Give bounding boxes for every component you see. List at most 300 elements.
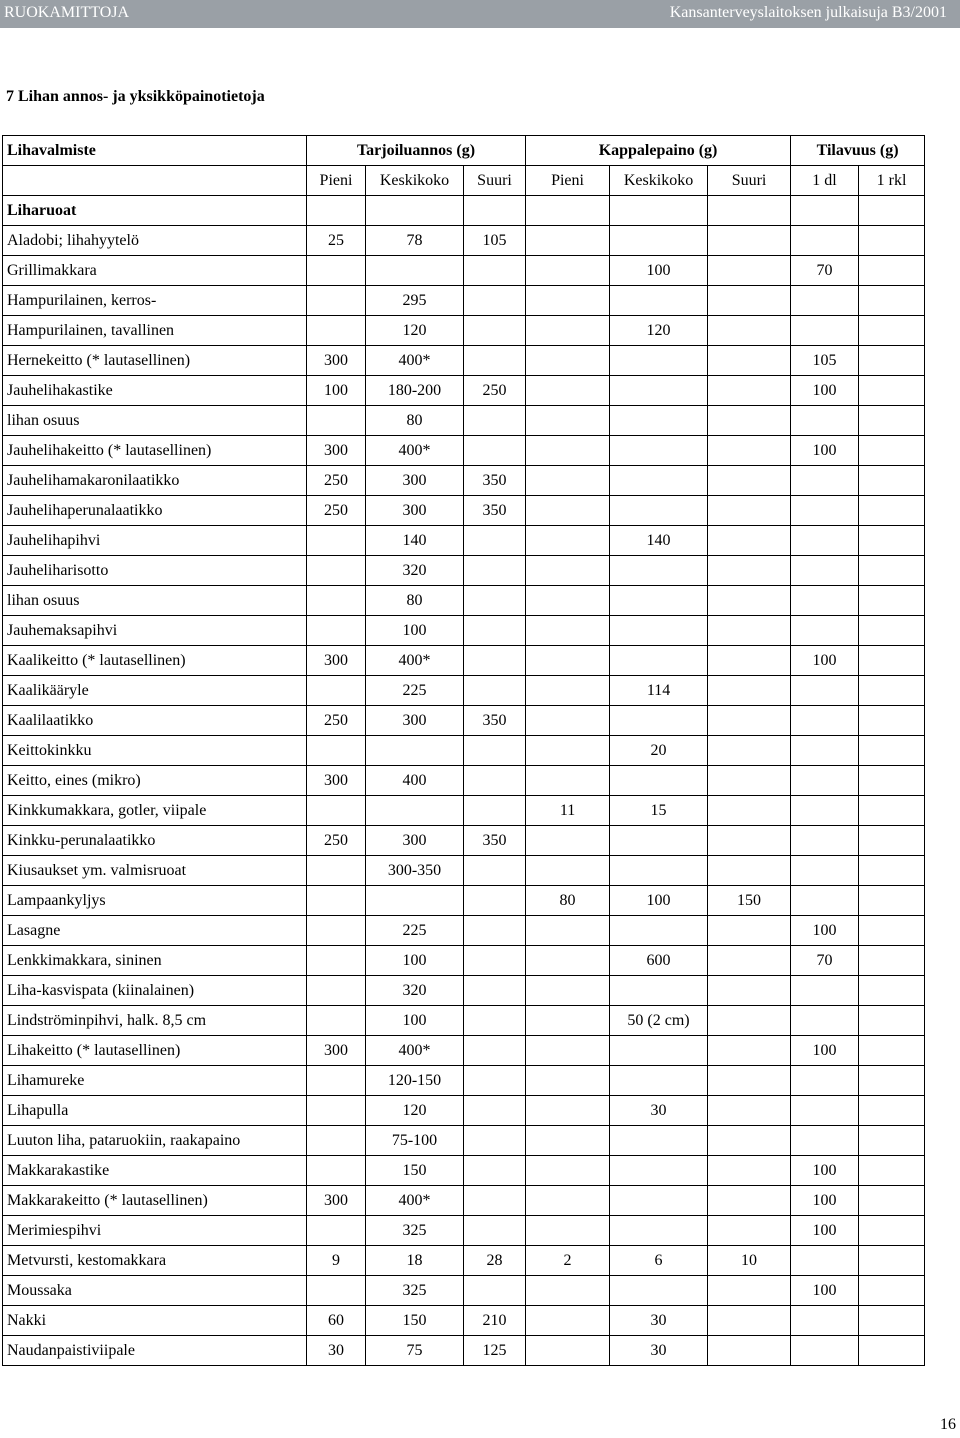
table-cell (791, 1126, 859, 1156)
row-name: Lihamureke (3, 1066, 307, 1096)
table-cell: 300 (307, 1186, 366, 1216)
table-cell (859, 1066, 925, 1096)
table-row (3, 1066, 925, 1096)
row-name: Kaalilaatikko (3, 706, 307, 736)
table-cell (859, 976, 925, 1006)
table-cell (708, 496, 791, 526)
table-cell (791, 316, 859, 346)
column-header-volume: Tilavuus (g) (791, 136, 925, 166)
table-cell (464, 736, 526, 766)
table-cell (610, 1156, 708, 1186)
table-cell (526, 346, 610, 376)
table-cell: 300 (307, 1036, 366, 1066)
table-cell (859, 286, 925, 316)
table-cell (791, 826, 859, 856)
table-cell (464, 886, 526, 916)
table-cell (526, 256, 610, 286)
row-name: Keittokinkku (3, 736, 307, 766)
table-cell: 350 (464, 466, 526, 496)
table-row (3, 886, 925, 916)
table-cell (859, 466, 925, 496)
table-cell (859, 406, 925, 436)
table-cell (859, 646, 925, 676)
table-cell (708, 1156, 791, 1186)
table-cell (307, 976, 366, 1006)
row-name: Hernekeitto (* lautasellinen) (3, 346, 307, 376)
table-row (3, 826, 925, 856)
table-cell: 250 (307, 706, 366, 736)
table-cell (708, 556, 791, 586)
table-row (3, 616, 925, 646)
table-cell (708, 256, 791, 286)
table-row (3, 916, 925, 946)
table-cell (859, 496, 925, 526)
table-cell: 300 (366, 826, 464, 856)
table-cell (610, 1216, 708, 1246)
table-cell: 350 (464, 706, 526, 736)
table-cell (464, 1066, 526, 1096)
table-cell: 80 (366, 406, 464, 436)
table-cell (859, 946, 925, 976)
table-cell (307, 256, 366, 286)
table-cell (526, 1126, 610, 1156)
table-cell (464, 676, 526, 706)
table-cell (526, 1156, 610, 1186)
table-cell (708, 916, 791, 946)
table-row (3, 766, 925, 796)
table-cell (307, 1156, 366, 1186)
table-cell: 100 (791, 1036, 859, 1066)
table-row (3, 346, 925, 376)
category-label: Liharuoat (3, 196, 307, 226)
table-cell (791, 886, 859, 916)
table-cell (366, 256, 464, 286)
table-cell: 325 (366, 1216, 464, 1246)
table-cell (307, 1006, 366, 1036)
table-cell: 150 (708, 886, 791, 916)
table-cell (708, 976, 791, 1006)
table-cell (464, 556, 526, 586)
table-cell (307, 1126, 366, 1156)
table-cell (859, 1096, 925, 1126)
table-cell (610, 406, 708, 436)
table-cell (464, 286, 526, 316)
table-cell: 100 (791, 916, 859, 946)
table-cell (464, 1186, 526, 1216)
table-cell (307, 286, 366, 316)
table-cell (859, 766, 925, 796)
row-name: Moussaka (3, 1276, 307, 1306)
table-cell (526, 226, 610, 256)
row-name: Lampaankyljys (3, 886, 307, 916)
table-cell (526, 406, 610, 436)
table-cell: 150 (366, 1306, 464, 1336)
row-name: Makkarakeitto (* lautasellinen) (3, 1186, 307, 1216)
table-cell (526, 1096, 610, 1126)
table-cell: 105 (791, 346, 859, 376)
table-cell: 30 (610, 1336, 708, 1366)
table-cell (464, 976, 526, 1006)
table-cell (526, 736, 610, 766)
table-cell: 80 (526, 886, 610, 916)
running-header (0, 0, 960, 28)
table-row (3, 256, 925, 286)
table-cell (791, 496, 859, 526)
table-cell: 600 (610, 946, 708, 976)
table-cell: 9 (307, 1246, 366, 1276)
table-cell (610, 856, 708, 886)
row-name: Lindströminpihvi, halk. 8,5 cm (3, 1006, 307, 1036)
table-row (3, 556, 925, 586)
table-cell (791, 196, 859, 226)
table-row (3, 1246, 925, 1276)
column-header-serving: Tarjoiluannos (g) (307, 136, 526, 166)
row-name: Jauheliharisotto (3, 556, 307, 586)
table-cell (791, 856, 859, 886)
sub-header-row (3, 166, 925, 196)
table-cell (526, 1216, 610, 1246)
table-cell: 100 (791, 376, 859, 406)
table-cell (708, 1096, 791, 1126)
table-cell (526, 376, 610, 406)
table-cell (307, 1216, 366, 1246)
row-name: Kinkku-perunalaatikko (3, 826, 307, 856)
row-name: Hampurilainen, kerros- (3, 286, 307, 316)
table-cell: 100 (791, 1276, 859, 1306)
table-cell (307, 616, 366, 646)
table-cell (610, 466, 708, 496)
table-cell (859, 1006, 925, 1036)
table-row (3, 1096, 925, 1126)
table-row (3, 1156, 925, 1186)
table-cell (464, 526, 526, 556)
table-cell (859, 616, 925, 646)
table-cell (859, 586, 925, 616)
column-header-name: Lihavalmiste (3, 136, 307, 166)
table-cell (464, 946, 526, 976)
page-number: 16 (940, 1416, 956, 1433)
table-cell (526, 1066, 610, 1096)
row-name: Makkarakastike (3, 1156, 307, 1186)
table-cell (610, 1066, 708, 1096)
table-cell (366, 196, 464, 226)
table-cell: 15 (610, 796, 708, 826)
row-name: Merimiespihvi (3, 1216, 307, 1246)
table-cell (526, 1336, 610, 1366)
table-cell (307, 856, 366, 886)
table-cell (791, 766, 859, 796)
table-cell (791, 706, 859, 736)
table-row (3, 1336, 925, 1366)
table-cell: 140 (610, 526, 708, 556)
table-cell (708, 526, 791, 556)
table-cell (610, 436, 708, 466)
table-cell (791, 1306, 859, 1336)
table-row (3, 526, 925, 556)
table-cell: 300 (366, 706, 464, 736)
table-cell (859, 1336, 925, 1366)
table-cell (307, 196, 366, 226)
table-cell (526, 1006, 610, 1036)
table-cell (610, 376, 708, 406)
table-cell: 100 (366, 616, 464, 646)
table-row (3, 226, 925, 256)
table-row (3, 646, 925, 676)
table-cell: 400* (366, 1186, 464, 1216)
table-cell (464, 1276, 526, 1306)
table-row (3, 496, 925, 526)
table-cell (464, 436, 526, 466)
table-cell (859, 1276, 925, 1306)
table-row (3, 1306, 925, 1336)
row-name: Lenkkimakkara, sininen (3, 946, 307, 976)
row-name: Grillimakkara (3, 256, 307, 286)
table-cell: 25 (307, 226, 366, 256)
table-cell (708, 346, 791, 376)
row-name: Keitto, eines (mikro) (3, 766, 307, 796)
table-cell: 60 (307, 1306, 366, 1336)
table-cell (610, 976, 708, 1006)
table-cell (307, 916, 366, 946)
table-cell (708, 436, 791, 466)
table-cell (708, 1006, 791, 1036)
table-cell: 150 (366, 1156, 464, 1186)
table-cell (464, 1126, 526, 1156)
table-cell (859, 1126, 925, 1156)
table-cell (464, 616, 526, 646)
table-cell (791, 286, 859, 316)
table-cell (610, 226, 708, 256)
row-name: Kinkkumakkara, gotler, viipale (3, 796, 307, 826)
table-cell (859, 1186, 925, 1216)
table-cell (859, 1246, 925, 1276)
header-title: RUOKAMITTOJA (4, 4, 130, 21)
table-cell: 295 (366, 286, 464, 316)
table-cell (859, 196, 925, 226)
table-cell (464, 1006, 526, 1036)
table-cell (307, 556, 366, 586)
table-cell (708, 406, 791, 436)
table-cell: 30 (307, 1336, 366, 1366)
table-cell (791, 1246, 859, 1276)
sub-header-empty (3, 166, 307, 196)
table-cell (859, 1156, 925, 1186)
table-row (3, 1126, 925, 1156)
table-cell (307, 1066, 366, 1096)
table-cell: 120 (366, 316, 464, 346)
table-cell: 125 (464, 1336, 526, 1366)
table-cell (464, 646, 526, 676)
table-cell (610, 586, 708, 616)
table-cell (307, 1096, 366, 1126)
table-row (3, 286, 925, 316)
table-cell: 300 (307, 766, 366, 796)
table-cell: 75 (366, 1336, 464, 1366)
table-cell (464, 196, 526, 226)
table-cell: 400 (366, 766, 464, 796)
sub-header-serving-small: Pieni (307, 166, 366, 196)
table-cell (526, 676, 610, 706)
table-cell (708, 1066, 791, 1096)
table-row (3, 376, 925, 406)
table-row (3, 586, 925, 616)
table-cell: 28 (464, 1246, 526, 1276)
table-cell: 320 (366, 556, 464, 586)
sub-header-volume-dl: 1 dl (791, 166, 859, 196)
table-cell (464, 1216, 526, 1246)
table-row (3, 1186, 925, 1216)
row-name: Lihapulla (3, 1096, 307, 1126)
table-cell: 70 (791, 256, 859, 286)
table-cell (526, 436, 610, 466)
table-cell (859, 736, 925, 766)
table-cell (708, 706, 791, 736)
table-cell (610, 1186, 708, 1216)
table-cell: 250 (464, 376, 526, 406)
table-cell (708, 586, 791, 616)
table-cell: 105 (464, 226, 526, 256)
table-cell: 225 (366, 676, 464, 706)
table-cell: 100 (610, 886, 708, 916)
table-cell: 300 (366, 496, 464, 526)
table-cell (526, 616, 610, 646)
table-cell (859, 706, 925, 736)
table-cell: 100 (366, 946, 464, 976)
table-cell (526, 196, 610, 226)
table-cell (610, 556, 708, 586)
table-cell (610, 826, 708, 856)
table-cell: 10 (708, 1246, 791, 1276)
table-cell: 70 (791, 946, 859, 976)
table-cell (708, 1036, 791, 1066)
table-row (3, 406, 925, 436)
table-cell (366, 736, 464, 766)
table-cell: 325 (366, 1276, 464, 1306)
row-name: Jauhelihakastike (3, 376, 307, 406)
table-cell: 100 (791, 646, 859, 676)
table-cell (526, 286, 610, 316)
table-cell (708, 1276, 791, 1306)
row-name: Aladobi; lihahyytelö (3, 226, 307, 256)
table-cell (859, 226, 925, 256)
table-cell (526, 526, 610, 556)
table-cell: 350 (464, 496, 526, 526)
row-name: Lasagne (3, 916, 307, 946)
table-cell (859, 1306, 925, 1336)
table-cell (708, 646, 791, 676)
row-name: Metvursti, kestomakkara (3, 1246, 307, 1276)
table-cell (464, 766, 526, 796)
table-cell (791, 736, 859, 766)
row-name: Liha-kasvispata (kiinalainen) (3, 976, 307, 1006)
row-name: Kiusaukset ym. valmisruoat (3, 856, 307, 886)
table-row (3, 676, 925, 706)
table-cell (708, 826, 791, 856)
table-cell (791, 796, 859, 826)
table-cell: 300 (307, 646, 366, 676)
table-cell (464, 586, 526, 616)
table-cell (791, 976, 859, 1006)
table-cell (464, 256, 526, 286)
table-cell (464, 316, 526, 346)
table-cell (708, 766, 791, 796)
table-cell: 11 (526, 796, 610, 826)
table-cell (708, 466, 791, 496)
table-cell (708, 1336, 791, 1366)
row-name: Naudanpaistiviipale (3, 1336, 307, 1366)
table-cell (526, 1036, 610, 1066)
sub-header-serving-medium: Keskikoko (366, 166, 464, 196)
table-cell: 250 (307, 826, 366, 856)
row-name: Jauhelihaperunalaatikko (3, 496, 307, 526)
table-cell (464, 1096, 526, 1126)
table-cell (526, 316, 610, 346)
table-cell (791, 1336, 859, 1366)
table-cell (859, 886, 925, 916)
table-cell (366, 886, 464, 916)
table-cell (610, 286, 708, 316)
table-cell (610, 766, 708, 796)
table-cell: 114 (610, 676, 708, 706)
table-row (3, 976, 925, 1006)
table-cell (708, 736, 791, 766)
table-cell (791, 526, 859, 556)
header-publication: Kansanterveyslaitoksen julkaisuja B3/2001 (669, 4, 947, 21)
row-name: lihan osuus (3, 406, 307, 436)
table-cell: 50 (2 cm) (610, 1006, 708, 1036)
table-row (3, 856, 925, 886)
table-cell (307, 796, 366, 826)
table-cell (526, 946, 610, 976)
table-row (3, 946, 925, 976)
table-cell (307, 946, 366, 976)
table-cell (610, 196, 708, 226)
table-cell (464, 346, 526, 376)
table-cell: 6 (610, 1246, 708, 1276)
table-cell (859, 526, 925, 556)
table-row (3, 1216, 925, 1246)
table-cell (791, 406, 859, 436)
table-cell (307, 886, 366, 916)
table-row (3, 316, 925, 346)
table-cell (307, 526, 366, 556)
row-name: Kaalikeitto (* lautasellinen) (3, 646, 307, 676)
table-cell (859, 856, 925, 886)
table-cell: 120 (366, 1096, 464, 1126)
sub-header-serving-large: Suuri (464, 166, 526, 196)
table-cell (526, 1276, 610, 1306)
table-cell (791, 586, 859, 616)
table-row (3, 1006, 925, 1036)
table-cell (464, 406, 526, 436)
table-cell (708, 376, 791, 406)
sub-header-piece-small: Pieni (526, 166, 610, 196)
table-cell: 300 (366, 466, 464, 496)
row-name: Hampurilainen, tavallinen (3, 316, 307, 346)
table-cell: 2 (526, 1246, 610, 1276)
category-row (3, 196, 925, 226)
table-cell (859, 1036, 925, 1066)
table-cell (708, 946, 791, 976)
table-cell: 400* (366, 646, 464, 676)
table-cell (708, 1126, 791, 1156)
column-header-piece: Kappalepaino (g) (526, 136, 791, 166)
table-cell (791, 676, 859, 706)
table-cell (859, 556, 925, 586)
table-cell (366, 796, 464, 826)
table-cell (791, 1066, 859, 1096)
table-cell (610, 496, 708, 526)
